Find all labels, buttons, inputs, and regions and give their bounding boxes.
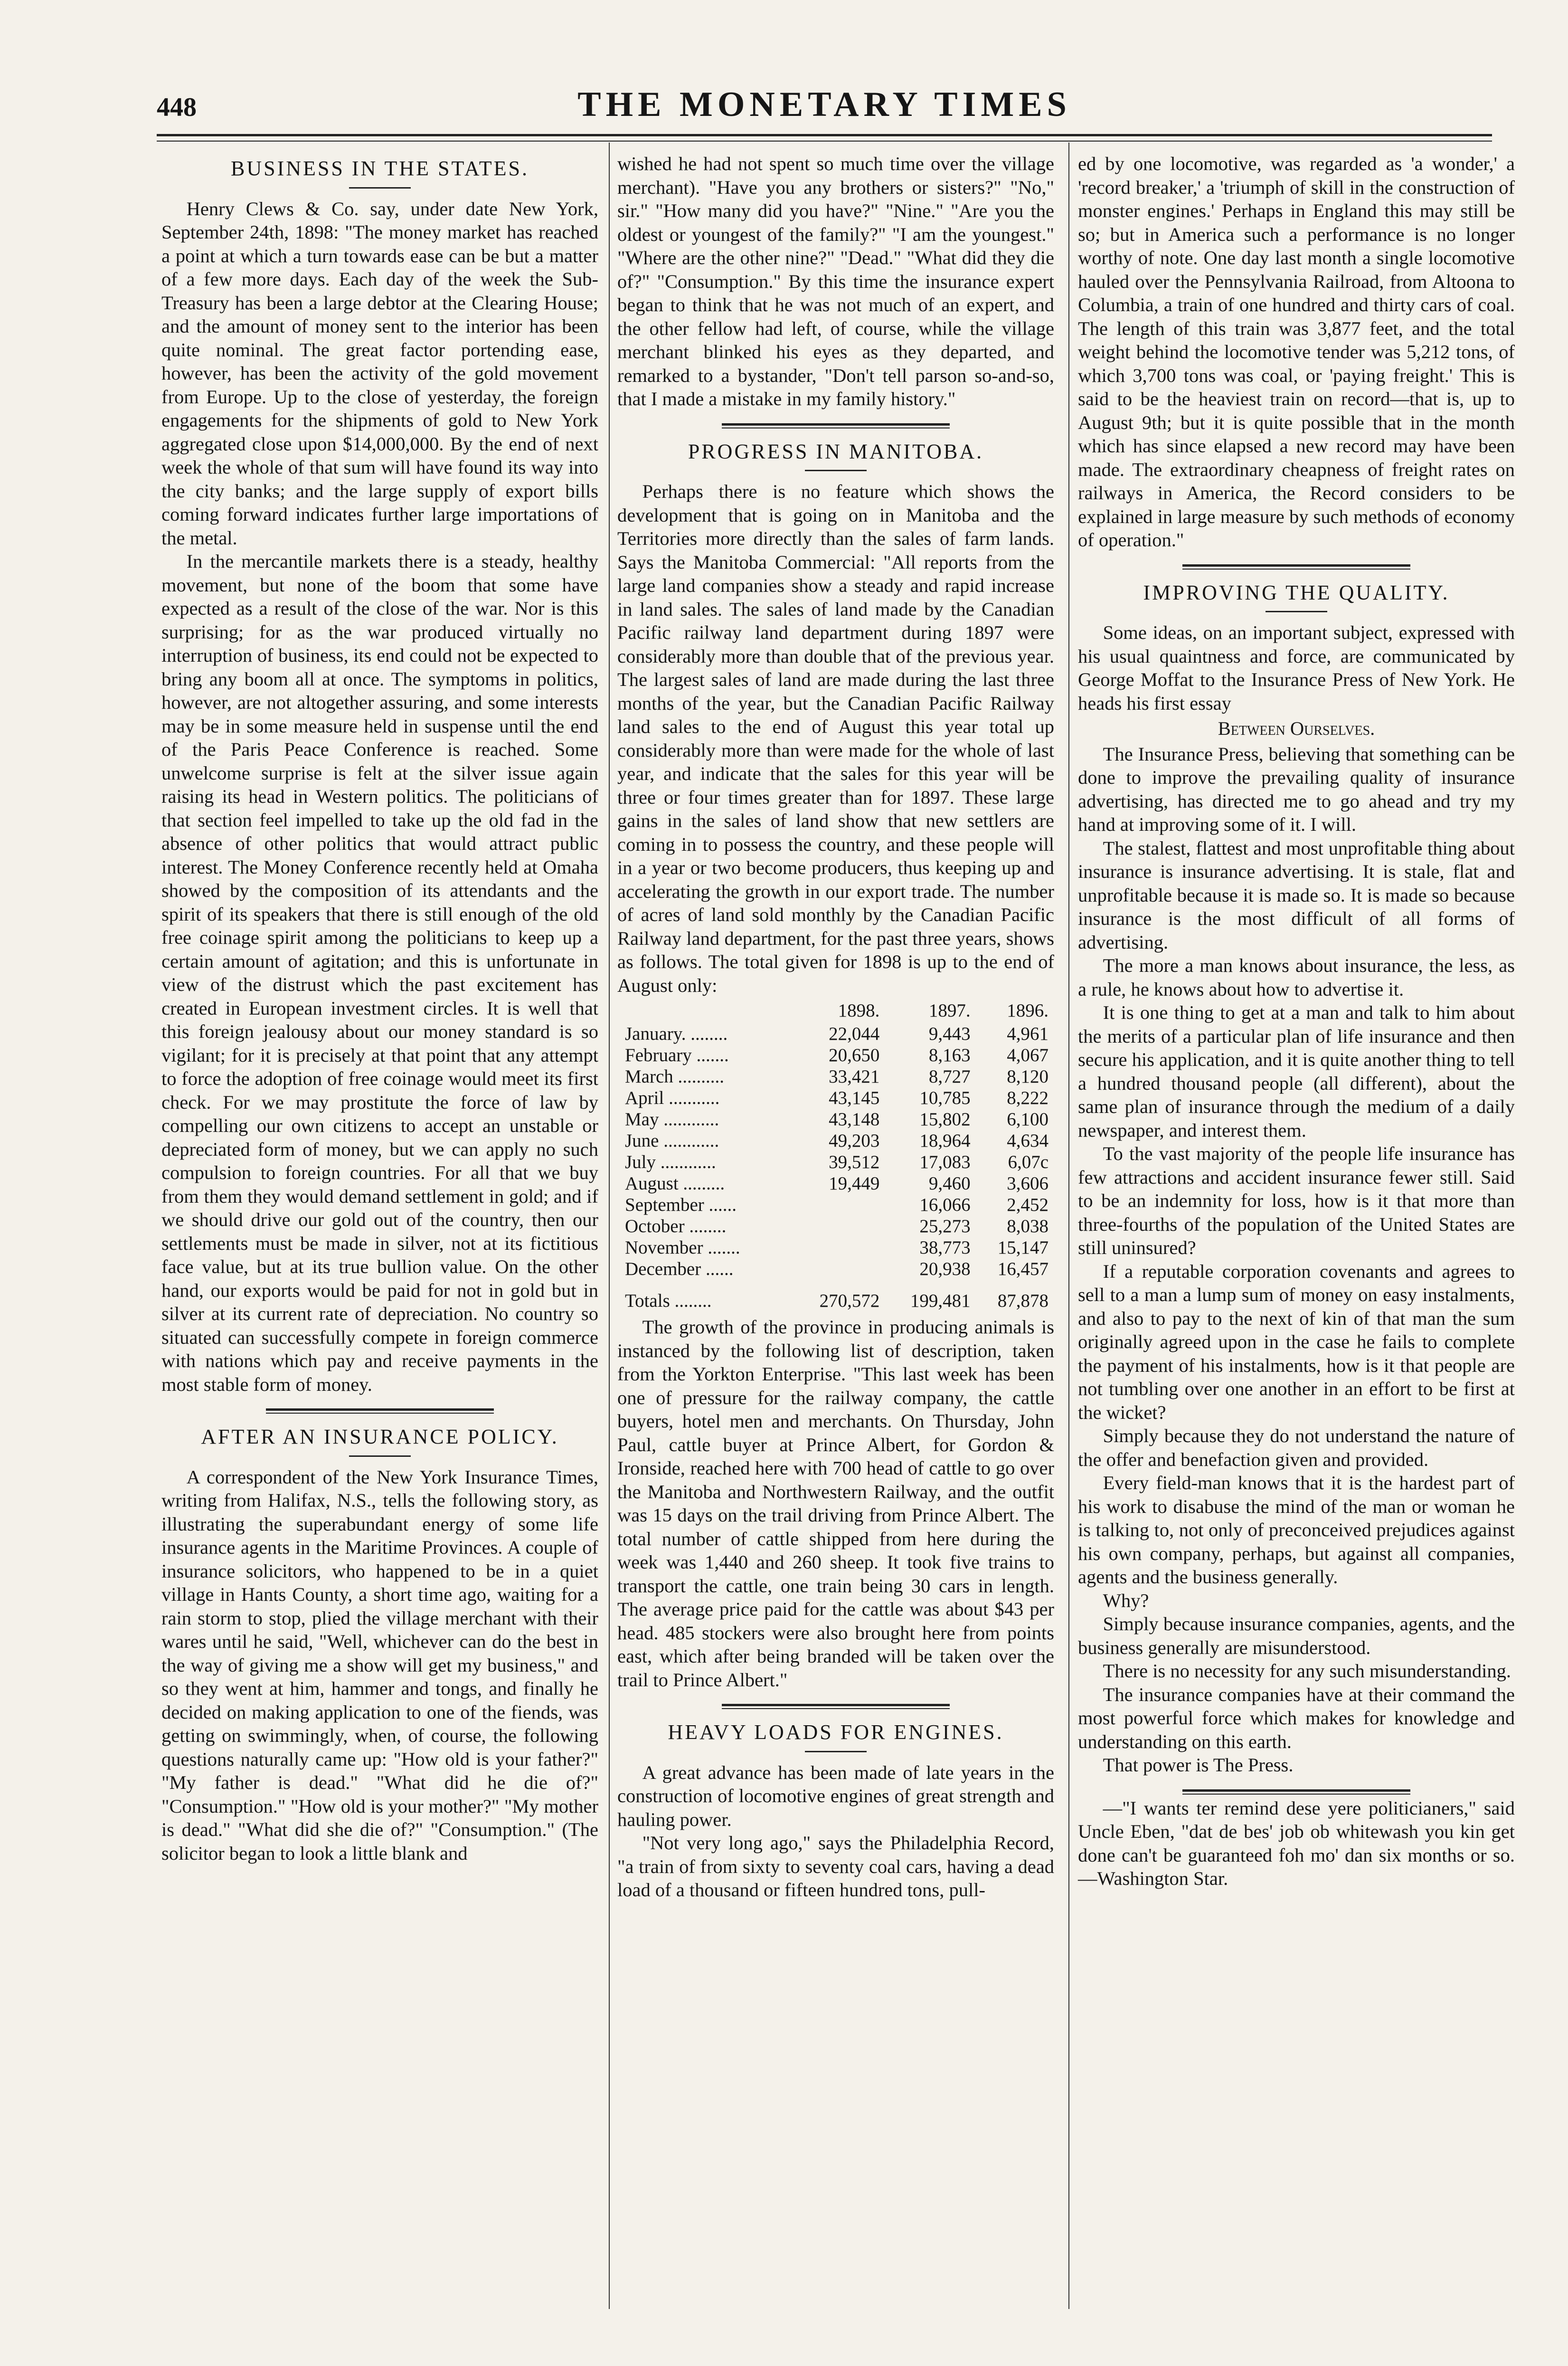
article-paragraph: A correspondent of the New York Insurance Times, writing from Halifax, N.S., tells the following story, as illustrating the superabundant energy of some life insurance agents in the Maritime Provinces. A couple of insurance solicitors, who happened to be in a quiet village in Hants County, a short time ago, waiting for a rain storm to stop, plied the village merchant with their wares until he said, "Well, whichever can do the best in the way of giving me a show will get my business," and so they went at him, hammer and tongs, and finally he decided on making application to one of the fiends, was getting on swimmingly, when, of course, the following questions naturally came up: "How old is your father?" "My father is dead." "What did he die of?" "Consumption." "How old is your mother?" "My mother is dead." "What did she die of?" "Consumption." (The solicitor began to look a little blank and xyxy=(161,1466,598,1864)
article-paragraph: Perhaps there is no feature which shows the development that is going on in Manitoba and the Territories more directly than the sales of farm lands. Says the Manitoba Commercial: "All reports from the large land companies show a steady and rapid increase in land sales. The sales of land made by the Canadian Pacific railway land department during 1897 were considerably more than double that of the previous year. The largest sales of land are made during the last three months of the year, but the Canadian Pacific Railway land sales to the end of August this year total up considerably more than were made for the whole of last year, and indicate that the sales for this year will be three or four times greater than for 1897. These large gains in the sales of land show that new settlers are coming in to possess the country, and these people will in a year or two become producers, thus keeping up and accelerating the growth in our export trade. The number of acres of land sold monthly by the Canadian Pacific Railway land department, for the past three years, shows as follows. The total given for 1898 is up to the end of August only: xyxy=(617,481,1054,996)
value-cell: 43,148 xyxy=(829,1109,880,1130)
article-paragraph: Simply because insurance companies, agents, and the business generally are misunderstood. xyxy=(1078,1613,1515,1658)
article-paragraph: The growth of the province in producing animals is instanced by the following list of description, taken from the Yorkton Enterprise. "This last week has been one of pressure for the railway company, the cattle buyers, hotel men and merchants. On Thursday, John Paul, cattle buyer at Prince Albert, for Gordon & Ironside, reached here with 700 head of cattle to go over the Manitoba and Northwestern Railway, and the outfit was 15 days on the trail driving from Prince Albert. The total number of cattle shipped from here during the week was 1,440 and 260 sheep. It took five trains to transport the cattle, one train being 30 cars in length. The average price paid for the cattle was about $43 per head. 485 stockers were also brought here from points east, which after being branded will be taken over the trail to Prince Albert." xyxy=(617,1316,1054,1691)
essay-subheading: Between Ourselves. xyxy=(1218,718,1375,739)
value-cell: 19,449 xyxy=(829,1173,880,1194)
title-dash xyxy=(349,187,411,189)
article-paragraph: If a reputable corporation covenants and agrees to sell to a man a lump sum of money on easy instalments, and also to pay to the next of kin of that man the sum originally agreed upon in the case he fails to complete the payment of his instalments, how is it that people are not tumbling over one another in an effort to be first at the wicket? xyxy=(1078,1260,1515,1423)
value-cell: 15,147 xyxy=(997,1237,1048,1258)
article-paragraph: Why? xyxy=(1103,1589,1149,1611)
totals-label: Totals ........ xyxy=(625,1291,712,1311)
table-header-row xyxy=(617,1000,1054,1023)
value-cell: 10,785 xyxy=(919,1088,971,1108)
value-cell: 8,038 xyxy=(1007,1216,1048,1236)
article-title-insurance: AFTER AN INSURANCE POLICY. xyxy=(201,1425,559,1448)
title-dash xyxy=(805,1751,867,1752)
section-separator xyxy=(722,1704,950,1709)
page-header xyxy=(157,81,1492,138)
value-cell xyxy=(794,1258,885,1280)
value-cell: 8,222 xyxy=(1007,1088,1048,1108)
column-3 xyxy=(1078,152,1515,1891)
section-separator xyxy=(266,1408,494,1414)
table-row xyxy=(617,1237,1054,1258)
column-2 xyxy=(617,152,1054,1902)
column-1 xyxy=(161,152,598,1865)
value-cell: 4,961 xyxy=(1007,1024,1048,1044)
article-paragraph: In the mercantile markets there is a steady, healthy movement, but none of the boom that some have expected as a result of the close of the war. Nor is this surprising; for as the war produced virtually no interruption of business, its end could not be expected to bring any boom all at once. The symptoms in politics, however, are not altogether assuring, and some interests may be in some measure held in suspense until the end of the Paris Peace Conference is reached. Some unwelcome surprise is felt at the silver issue again raising its head in Western politics. The politicians of that section feel impelled to take up the old fad in the absence of other politics that would attract public interest. The Money Conference recently held at Omaha showed by the composition of its attendants and the spirit of its speakers that there is still enough of the old free coinage spirit among the politicians to keep up a certain amount of agitation; and this is unfortunate in view of the distrust which the past excitement has created in European investment circles. It is well that this foreign jealousy about our money standard is so vigilant; for it is precisely at that point that any attempt to force the adoption of free coinage would meet its first check. For we may prostitute the force of law by compelling our own citizens to accept an unstable or depreciated form of money, but we can apply no such compulsion to foreign countries. For all that we buy from them they would demand settlement in gold; and if we should drive our gold out of the country, then our settlements must be made in silver, not at its fictitious face value, but at its true bullion value. On the other hand, our exports would be paid for not in gold but in silver at its current rate of depreciation. No country so situated can successfully compete in foreign commerce with nations which pay and receive payments in the most stable form of money. xyxy=(161,551,598,1395)
month-cell: June ............ xyxy=(625,1131,719,1151)
title-dash xyxy=(1266,611,1327,612)
value-cell: 49,203 xyxy=(829,1131,880,1151)
article-paragraph: That power is The Press. xyxy=(1103,1754,1294,1776)
article-paragraph: There is no necessity for any such misunderstanding. xyxy=(1103,1660,1511,1682)
month-cell: March .......... xyxy=(625,1066,725,1087)
value-cell: 3,606 xyxy=(1007,1173,1048,1194)
month-cell: July ............ xyxy=(625,1152,716,1172)
value-cell: 22,044 xyxy=(829,1024,880,1044)
month-cell: August ......... xyxy=(625,1173,725,1194)
table-row xyxy=(617,1109,1054,1130)
month-cell: October ........ xyxy=(625,1216,727,1236)
value-cell: 20,650 xyxy=(829,1045,880,1065)
page-number: 448 xyxy=(157,93,197,122)
article-paragraph: The insurance companies have at their command the most powerful force which makes for knowledge and understanding on this earth. xyxy=(1078,1683,1515,1752)
title-dash xyxy=(805,470,867,471)
value-cell: 39,512 xyxy=(829,1152,880,1172)
table-row xyxy=(617,1258,1054,1280)
value-cell: 9,443 xyxy=(928,1024,971,1044)
value-cell: 6,07c xyxy=(1008,1152,1048,1172)
table-row xyxy=(617,1173,1054,1194)
article-continuation: wished he had not spent so much time over the village merchant). "Have you any brothers or sisters?" "No," sir." "How many did you have?" "Nine." "Are you the oldest or youngest of the family?" "I am the youngest." "Where are the other nine?" "Dead." "What did they die of?" "Consumption." By this time the insurance expert began to think that he was not much of an expert, and the other fellow had left, of course, while the village merchant blinked his eyes as they departed, and remarked to a bystander, "Don't tell parson so-and-so, that I made a mistake in my family history." xyxy=(617,153,1054,409)
value-cell xyxy=(794,1216,885,1237)
month-cell: January. ........ xyxy=(625,1024,728,1044)
section-separator xyxy=(722,423,950,428)
value-cell: 8,120 xyxy=(1007,1066,1048,1087)
table-row xyxy=(617,1023,1054,1045)
value-cell: 16,066 xyxy=(919,1195,971,1215)
article-paragraph: The stalest, flattest and most unprofitable thing about insurance is insurance advertising. It is stale, flat and unprofitable because it is made so. It is made so because insurance is the most difficult of all forms of advertising. xyxy=(1078,837,1515,953)
value-cell: 15,802 xyxy=(919,1109,971,1130)
value-cell: 20,938 xyxy=(919,1259,971,1279)
article-paragraph: To the vast majority of the people life insurance has few attractions and accident insurance fewer still. Said to be an indemnity for loss, how is it that more than three-fourths of the population of the United States are still uninsured? xyxy=(1078,1143,1515,1258)
header-rule-thin xyxy=(157,141,1492,142)
month-cell: February ....... xyxy=(625,1045,729,1065)
article-title-manitoba: PROGRESS IN MANITOBA. xyxy=(688,439,984,463)
table-row xyxy=(617,1066,1054,1087)
article-paragraph: The Insurance Press, believing that something can be done to improve the prevailing quality of insurance advertising, has directed me to go ahead and try my hand at improving some of it. I will. xyxy=(1078,743,1515,835)
article-paragraph: A great advance has been made of late years in the construction of locomotive engines of great strength and hauling power. xyxy=(617,1761,1054,1830)
value-cell xyxy=(794,1237,885,1258)
column-header: 1898. xyxy=(838,1000,880,1021)
quote-paragraph: —"I wants ter remind dese yere politicianers," said Uncle Eben, "dat de bes' job ob whitewash you kin get done can't be guaranteed foh mo' dan six months or so.—Washington Star. xyxy=(1078,1797,1515,1889)
section-separator xyxy=(1182,1789,1410,1795)
value-cell: 4,634 xyxy=(1007,1131,1048,1151)
header-rule xyxy=(157,134,1492,136)
month-cell: December ...... xyxy=(625,1259,734,1279)
value-cell xyxy=(794,1194,885,1216)
column-header: 1896. xyxy=(1007,1000,1048,1021)
total-cell: 87,878 xyxy=(997,1291,1048,1311)
article-paragraph: Henry Clews & Co. say, under date New York, September 24th, 1898: "The money market has reached a point at which a turn towards ease can be but a matter of a few more days. Each day of the week the Sub-Treasury has been a large debtor at the Clearing House; and the amount of money sent to the interior has been quite nominal. The great factor portending ease, however, has been the activity of the gold movement from Europe. Up to the close of yesterday, the foreign engagements for the shipments of gold to New York aggregated close upon $14,000,000. By the end of next week the whole of that sum will have found its way into the city banks; and the large supply of export bills coming forward indicates further large importations of the metal. xyxy=(161,198,598,549)
article-paragraph: Some ideas, on an important subject, expressed with his usual quaintness and force, are communicated by George Moffat to the Insurance Press of New York. He heads his first essay xyxy=(1078,622,1515,714)
value-cell: 17,083 xyxy=(919,1152,971,1172)
value-cell: 8,727 xyxy=(928,1066,971,1087)
article-title-quality: IMPROVING THE QUALITY. xyxy=(1143,580,1450,604)
table-row xyxy=(617,1216,1054,1237)
article-paragraph: "Not very long ago," says the Philadelphia Record, "a train of from sixty to seventy coal cars, having a dead load of a thousand or fifteen hundred tons, pull- xyxy=(617,1832,1054,1900)
article-title-business: BUSINESS IN THE STATES. xyxy=(231,157,529,180)
value-cell: 18,964 xyxy=(919,1131,971,1151)
value-cell: 43,145 xyxy=(829,1088,880,1108)
value-cell: 9,460 xyxy=(928,1173,971,1194)
value-cell: 38,773 xyxy=(919,1237,971,1258)
value-cell: 25,273 xyxy=(919,1216,971,1236)
table-row xyxy=(617,1130,1054,1151)
section-separator xyxy=(1182,564,1410,570)
month-cell: September ...... xyxy=(625,1195,737,1215)
land-sales-table xyxy=(617,1000,1054,1311)
value-cell: 33,421 xyxy=(829,1066,880,1087)
column-header: 1897. xyxy=(928,1000,971,1021)
article-paragraph: Simply because they do not understand the nature of the offer and benefaction given and provided. xyxy=(1078,1425,1515,1470)
total-cell: 199,481 xyxy=(910,1291,971,1311)
value-cell: 4,067 xyxy=(1007,1045,1048,1065)
month-cell: November ....... xyxy=(625,1237,740,1258)
article-continuation: ed by one locomotive, was regarded as 'a wonder,' a 'record breaker,' a 'triumph of skill in the construction of monster engines.' Perhaps in England this may still be so; but in America such a performance is no longer worthy of note. One day last month a single locomotive hauled over the Pennsylvania Railroad, from Altoona to Columbia, a train of one hundred and thirty cars of coal. The length of this train was 3,877 feet, and the total weight behind the locomotive tender was 5,212 tons, of which 3,700 tons was coal, or 'paying freight.' This is said to be the heaviest train on record—that is, up to August 9th; but it is quite possible that in the month which has since elapsed a new record may have been made. The extraordinary cheapness of freight rates on railways in America, the Record considers to be explained in large measure by such methods of economy of operation." xyxy=(1078,153,1515,551)
value-cell: 6,100 xyxy=(1007,1109,1048,1130)
column-divider xyxy=(1068,143,1069,2309)
masthead: THE MONETARY TIMES xyxy=(577,85,1071,124)
article-paragraph: It is one thing to get at a man and talk to him about the merits of a particular plan of life insurance and then secure his application, and it is quite another thing to tell a hundred thousand people (all different), about the same plan of insurance through the medium of a daily newspaper, and interest them. xyxy=(1078,1002,1515,1141)
value-cell: 2,452 xyxy=(1007,1195,1048,1215)
title-dash xyxy=(349,1455,411,1457)
column-divider xyxy=(609,143,610,2309)
table-row xyxy=(617,1087,1054,1109)
totals-row xyxy=(617,1280,1054,1311)
article-paragraph: The more a man knows about insurance, the less, as a rule, he knows about how to advertise it. xyxy=(1078,955,1515,1000)
table-row xyxy=(617,1045,1054,1066)
month-cell: April ........... xyxy=(625,1088,720,1108)
month-cell: May ............ xyxy=(625,1109,719,1130)
table-row xyxy=(617,1151,1054,1173)
total-cell: 270,572 xyxy=(819,1291,880,1311)
article-paragraph: Every field-man knows that it is the hardest part of his work to disabuse the mind of the man or woman he is talking to, not only of preconceived prejudices against his own company, perhaps, but against all companies, agents and the business generally. xyxy=(1078,1472,1515,1587)
table-row xyxy=(617,1194,1054,1216)
value-cell: 8,163 xyxy=(928,1045,971,1065)
article-title-heavy-loads: HEAVY LOADS FOR ENGINES. xyxy=(668,1720,1004,1744)
value-cell: 16,457 xyxy=(997,1259,1048,1279)
